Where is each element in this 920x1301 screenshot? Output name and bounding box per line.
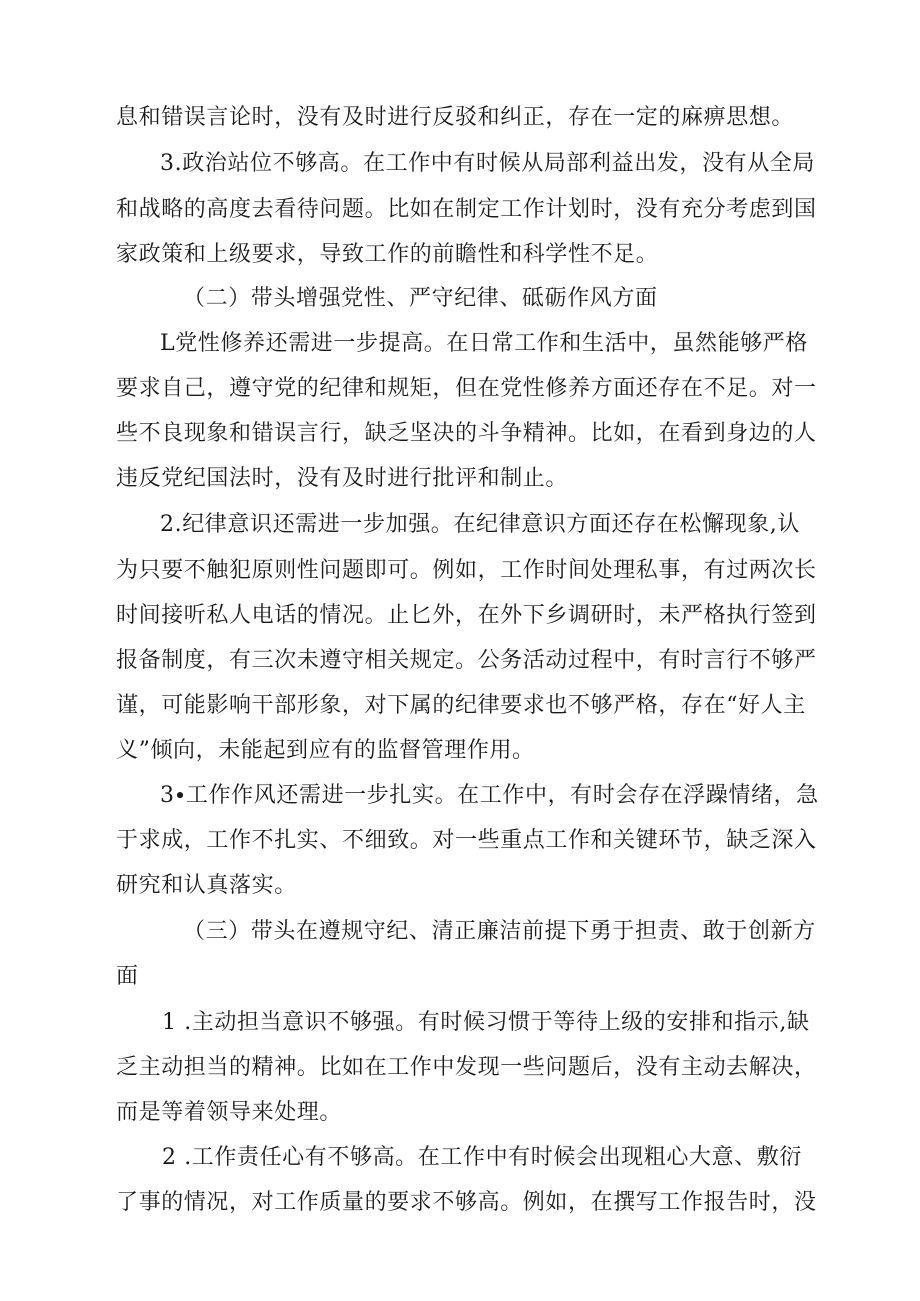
paragraph-line: 要求自己，遵守党的纪律和规矩，但在党性修养方面还存在不足。对一: [116, 376, 817, 401]
paragraph-line: 2.纪律意识还需进一步加强。在纪律意识方面还存在松懈现象,认: [160, 512, 800, 537]
paragraph-line: 息和错误言论时，没有及时进行反驳和纠正，存在一定的麻痹思想。: [116, 105, 795, 130]
paragraph-line: 为只要不触犯原则性问题即可。例如，工作时间处理私事，有过两次长: [116, 558, 817, 583]
paragraph-line: 谨，可能影响干部形象，对下属的纪律要求也不够严格，存在“好人主: [116, 693, 806, 718]
section-heading-continuation: 面: [116, 964, 139, 989]
paragraph-line: 乏主动担当的精神。比如在工作中发现一些问题后，没有主动去解决，: [116, 1055, 817, 1080]
paragraph-line: 义”倾向，未能起到应有的监督管理作用。: [116, 738, 535, 763]
paragraph-line: L党性修养还需进一步提高。在日常工作和生活中，虽然能够严格: [160, 331, 809, 356]
paragraph-line: 3∙工作作风还需进一步扎实。在工作中，有时会存在浮躁情绪，急: [160, 783, 819, 808]
paragraph-line: 家政策和上级要求，导致工作的前瞻性和科学性不足。: [116, 242, 659, 267]
paragraph-line: 研究和认真落实。: [116, 873, 297, 898]
paragraph-line: 3.政治站位不够高。在工作中有时候从局部利益出发，没有从全局: [160, 151, 815, 176]
paragraph-line: 和战略的高度去看待问题。比如在制定工作计划时，没有充分考虑到国: [116, 197, 817, 222]
paragraph-line: 些不良现象和错误言行，缺乏坚决的斗争精神。比如，在看到身边的人: [116, 421, 817, 446]
paragraph-line: 而是等着领导来处理。: [116, 1100, 343, 1125]
paragraph-line: 2 .工作责任心有不够高。在工作中有时候会出现粗心大意、敷衍: [162, 1145, 802, 1170]
paragraph-line: 时间接听私人电话的情况。止匕外，在外下乡调研时，未严格执行签到: [116, 603, 817, 628]
paragraph-line: 违反党纪国法时，没有及时进行批评和制止。: [116, 466, 569, 491]
section-heading: （三）带头在遵规守纪、清正廉洁前提下勇于担责、敢于创新方: [183, 919, 816, 944]
paragraph-line: 1 .主动担当意识不够强。有时候习惯于等待上级的安排和指示,缺: [162, 1010, 810, 1035]
paragraph-line: 报备制度，有三次未遵守相关规定。公务活动过程中，有时言行不够严: [116, 648, 817, 673]
paragraph-line: 了事的情况，对工作质量的要求不够高。例如，在撰写工作报告时，没: [116, 1190, 817, 1215]
paragraph-line: 于求成，工作不扎实、不细致。对一些重点工作和关键环节，缺乏深入: [116, 828, 817, 853]
section-heading: （二）带头增强党性、严守纪律、砥砺作风方面: [183, 286, 658, 311]
